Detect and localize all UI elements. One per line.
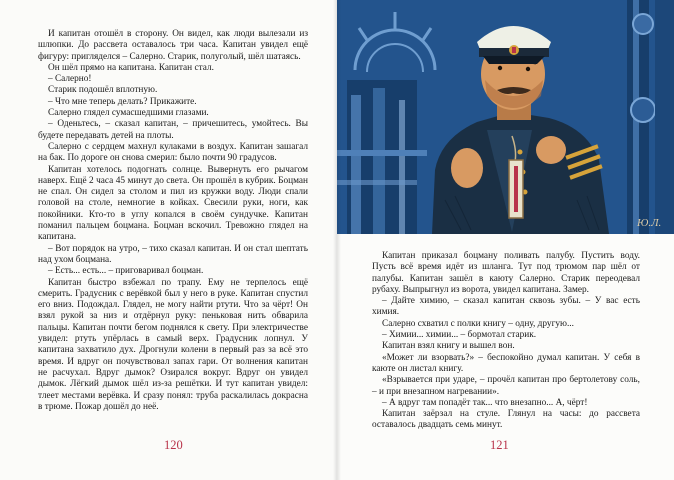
paragraph: Капитан приказал боцману поливать палубу. Пустить воду. Пусть всё время идёт из шланга. Тут под трюмом пар шёл от палубы. Капитан зашёл в каюту Салерно. Старик переодевал рубаху. Выпрыгнул из ворота, увидел капитана. Замер. xyxy=(372,251,640,295)
left-page-text xyxy=(38,29,308,413)
paragraph: – А вдруг там попадёт так... что внезапно... А, чёрт! xyxy=(382,397,588,408)
page-number-right: 121 xyxy=(490,438,509,452)
paragraph: Капитан хотелось подогнать солнце. Вывернуть его рычагом наверх. Ещё 2 часа 45 минут до света. Он прошёл в кубрик. Боцман не спал. Он сидел за столом и пил из кружки воду. Люди спали головой на столе, немногие в койках. Свесили руки, ноги, как покойники. Кто-то в углу копался в своём сундучке. Капитан поманил пальцем боцмана. Боцман вскочил. Тревожно глядел на капитана. xyxy=(38,164,308,243)
paragraph: – Вот порядок на утро, – тихо сказал капитан. И он стал шептать над ухом боцмана. xyxy=(38,243,308,265)
paragraph: Капитан взял книгу и вышел вон. xyxy=(382,341,515,352)
paragraph: – Есть... есть... – приговаривал боцман. xyxy=(48,266,204,277)
paragraph: Салерно глядел сумасшедшими глазами. xyxy=(48,108,209,119)
paragraph: Старик подошёл вплотную. xyxy=(48,85,158,96)
right-page-text xyxy=(372,251,640,432)
paragraph: – Химии... химии... – бормотал старик. xyxy=(382,330,537,341)
paragraph: – Оденьтесь, – сказал капитан, – причешитесь, умойтесь. Вы будете передавать детей на плоты. xyxy=(38,119,308,141)
book-gutter xyxy=(333,0,341,480)
paragraph: Капитан быстро взбежал по трапу. Ему не терпелось ещё смерить. Градусник с верёвкой был у него в руке. Капитан спустил его вниз. Подождал. Глядел, не могу найти ртути. Что за чёрт! Он взял рукой за низ и отдёрнул руку: пеньковая нить обварила пальцы. Капитан почти бегом поднялся к свету. При электричестве увидел: ртуть упёрлась в самый верх. Градусник лопнул. У капитана захватило дух. Дрогнули колени в первый раз за всё это время. И вдруг он почувствовал запах гари. От волнения капитан не расчухал. Вдруг дымок? Озирался вокруг. Вдруг он увидел дымок. Лёгкий дымок шёл из-за решётки. И тут капитан увидел: тлеет местами верёвка. И сразу понял: труба раскалилась докрасна в трюме. Пожар дошёл до неё. xyxy=(38,277,308,412)
paragraph: – Что мне теперь делать? Прикажите. xyxy=(48,96,197,107)
paragraph: – Салерно! xyxy=(48,74,92,85)
page-number-left: 120 xyxy=(164,438,183,452)
paragraph: Салерно схватил с полки книгу – одну, другую... xyxy=(382,318,574,329)
paragraph: «Может ли взорвать?» – беспокойно думал капитан. У себя в каюте он листал книгу. xyxy=(372,352,640,374)
captain-illustration xyxy=(337,0,674,234)
paragraph: «Взрывается при ударе, – прочёл капитан про бертолетову соль, – и при внезапном нагревании». xyxy=(372,375,640,397)
paragraph: Он шёл прямо на капитана. Капитан стал. xyxy=(48,62,214,73)
paragraph: И капитан отошёл в сторону. Он видел, как люди вылезали из шлюпки. До рассвета оставалось три часа. Капитан увидел ещё фигуру: пригляделся – Салерно. Старик, полуголый, шёл шатаясь. xyxy=(38,29,308,62)
paragraph: – Дайте химию, – сказал капитан сквозь зубы. – У вас есть химия. xyxy=(372,296,640,318)
artist-signature: Ю.Л. xyxy=(637,217,662,229)
paragraph: Капитан заёрзал на стуле. Глянул на часы: до рассвета оставалось двадцать семь минут. xyxy=(372,409,640,431)
paragraph: Салерно с сердцем махнул кулаками в воздух. Капитан зашагал на бак. По дороге он снова смерил: было почти 90 градусов. xyxy=(38,141,308,164)
